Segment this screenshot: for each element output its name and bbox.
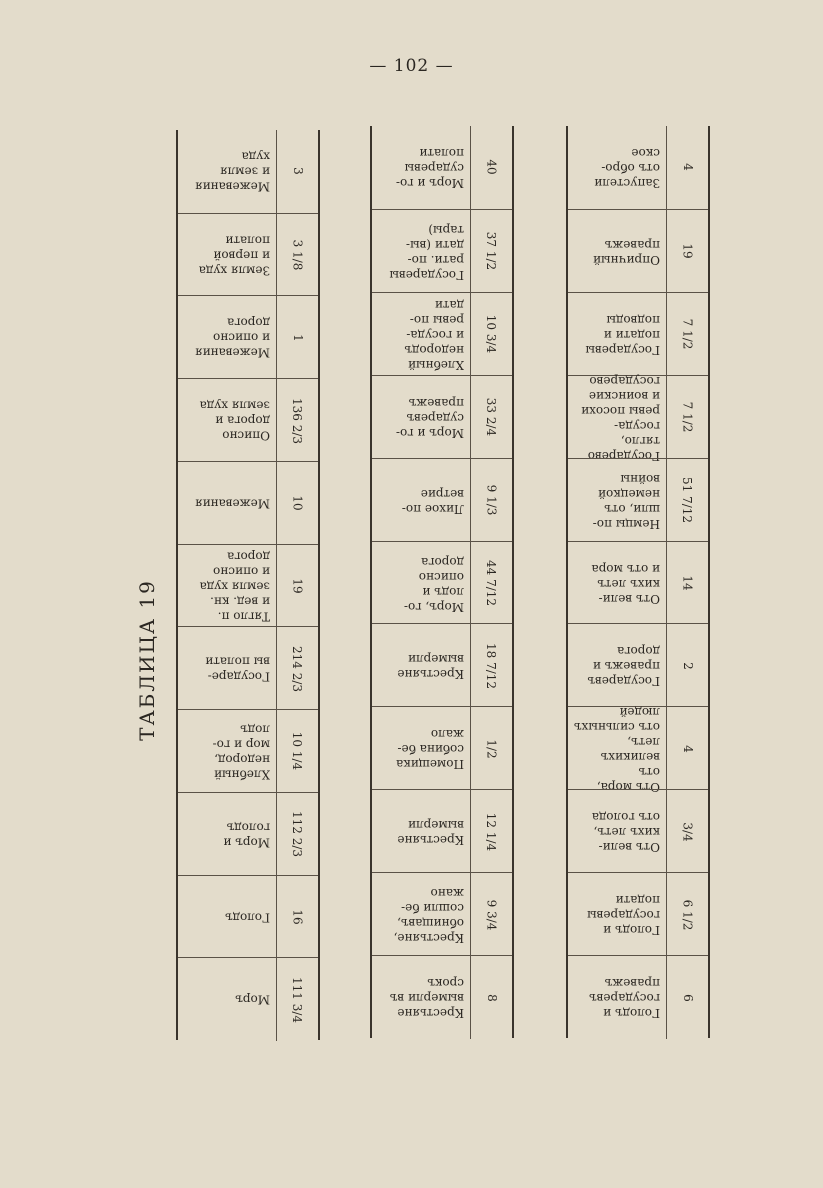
row-label [178,214,274,297]
row-label-line: мор и го- [212,737,270,752]
row-label-line: голодъ [226,820,270,835]
row-label-line: Описно [222,429,270,444]
row-label-line: Запустели [594,175,660,190]
row-label-line: правежъ [604,237,660,252]
row-label [372,624,468,707]
row-value: 44 7/12 [484,559,499,606]
row-label-line: ревы по- [409,312,464,327]
row-value: 136 2/3 [290,397,305,444]
row-label-line: Опричный [593,252,660,267]
table-column-3 [566,126,710,1038]
row-value: 16 [290,909,305,925]
row-value: 12 1/4 [484,812,499,851]
row-value-cell [470,707,512,790]
row-label-line: рати. по- [407,252,464,267]
row-label [568,293,664,376]
row-label [568,373,664,463]
row-label-line: недород, [214,752,270,767]
row-value: 3 1/8 [290,239,305,271]
row-label-line: Голодъ и [603,1006,660,1021]
row-label-line: дати [434,297,464,312]
row-value-cell [276,710,318,793]
row-value: 19 [680,243,695,259]
row-label-line: кихъ летъ [597,576,660,591]
table-row [372,292,512,376]
row-label-line: срокъ [427,976,464,991]
row-value: 14 [680,575,695,591]
row-label-line: людей [619,704,660,719]
row-label-line: Крестьяне [397,666,464,681]
row-label-line: земля худа [199,579,270,594]
table-row [372,789,512,873]
row-label [372,126,468,209]
row-label-line: подати [615,893,660,908]
row-label [372,210,468,293]
row-label-line: кихъ летъ, [593,825,660,840]
row-label-line: полати [419,145,464,160]
row-label-line: отъ сильныхъ [573,719,660,734]
table-row [372,458,512,542]
table-row [568,789,708,873]
row-value: 214 2/3 [290,645,305,692]
row-label [372,707,468,790]
row-label [178,710,274,793]
row-label-line: Моръ и [223,835,270,850]
row-value-cell [666,624,708,707]
row-value: 6 [680,993,695,1002]
row-label-line: собина бе- [397,742,464,757]
row-value-cell [276,462,318,545]
row-value-cell [470,624,512,707]
row-value-cell [666,790,708,873]
row-label [178,379,274,462]
row-value-cell [666,376,708,459]
row-label-line: Крестьяне [397,1006,464,1021]
row-value-cell [276,379,318,462]
row-label [178,462,274,545]
row-value-cell [470,293,512,376]
table-row [568,623,708,707]
row-label-line: Межевания [194,496,270,511]
row-value: 3/4 [680,822,695,842]
table-row [178,461,318,545]
row-label-line: Крестьяне, [393,930,464,945]
row-label [568,542,664,625]
row-label [178,876,274,959]
row-label-line: сударевы [404,160,464,175]
row-label-line: дати (вы- [405,237,464,252]
row-label-line: отъ голода [591,810,660,825]
row-label-line: лодъ [240,722,270,737]
table-row [178,130,318,213]
row-label [178,958,274,1041]
row-value-cell [666,293,708,376]
table-row [372,126,512,209]
row-value-cell [470,459,512,542]
table-row [568,872,708,956]
row-value-cell [666,956,708,1039]
row-value: 33 2/4 [484,397,499,437]
table-row [178,213,318,297]
table-row [568,704,708,794]
row-value: 37 1/2 [484,232,499,271]
row-value-cell [470,376,512,459]
row-value-cell [666,210,708,293]
table-row [568,126,708,209]
table-row [178,709,318,793]
row-value: 40 [484,159,499,176]
table-row [178,295,318,379]
row-value-cell [276,130,318,213]
row-value: 10 [290,495,305,511]
table-row [372,541,512,625]
row-label [372,790,468,873]
row-label-line: Отъ мора, отъ [596,764,660,794]
row-label [178,793,274,876]
row-label [178,627,274,710]
table-row [372,623,512,707]
row-label [372,459,468,542]
row-label-line: правежъ [604,976,660,991]
row-value: 6 1/2 [680,899,695,931]
table-row [372,955,512,1039]
table-row [178,957,318,1041]
table-row [178,378,318,462]
row-value: 4 [680,163,695,172]
row-label-line: тягло, госуда- [614,418,660,448]
row-label-line: государевъ [588,991,660,1006]
table-row [372,209,512,293]
row-label-line: Межевания [194,346,270,361]
row-label [568,459,664,542]
row-label-line: Лихое по- [401,501,464,516]
row-label-line: дорога и [215,414,270,429]
table-row [178,792,318,876]
row-label [568,624,664,707]
row-label [568,956,664,1039]
row-value: 7 1/2 [680,401,695,433]
row-label-line: государевы [587,908,660,923]
row-label-line: тары) [428,222,464,237]
row-label [372,376,468,459]
row-label-line: вымерли [407,817,464,832]
row-value-cell [470,790,512,873]
row-label-line: правежъ [408,395,464,410]
row-value-cell [666,126,708,209]
row-value-cell [470,542,512,625]
table-row [372,872,512,956]
row-label-line: обнищавъ, [397,915,464,930]
row-label-line: подводы [606,312,660,327]
row-label-line: немецкой [598,486,660,501]
row-label-line: описно [418,568,464,583]
row-label-line: полати [225,233,270,248]
row-value: 1 [290,333,305,342]
row-label-line: Крестьяне [397,832,464,847]
row-value: 8 [484,993,499,1002]
row-value: 10 3/4 [484,315,499,354]
row-value-cell [470,873,512,956]
row-label-line: вы полати [205,654,270,669]
row-label-line: и госуда- [406,327,464,342]
row-label-line: вымерли въ [389,991,464,1006]
row-label-line: Голодъ [224,910,270,925]
row-label-line: сошли бе- [401,900,464,915]
row-label [372,956,468,1039]
row-label-line: войны [620,471,660,486]
row-label [372,873,468,956]
row-label-line: и земля [220,164,270,179]
row-label-line: жано [430,885,464,900]
row-label-line: жало [430,727,464,742]
row-label-line: ревы посохи [581,403,660,418]
row-label-line: недородъ [404,342,464,357]
table-row [568,292,708,376]
row-value: 1/2 [484,739,499,759]
row-label [568,790,664,873]
row-value-cell [470,210,512,293]
row-label-line: и описно [213,331,270,346]
row-label-line: Помещика [396,757,464,772]
row-label-line: дорога [421,553,464,568]
row-label-line: Государево [587,448,660,463]
row-label-line: Государевы [389,267,464,282]
row-value-cell [276,876,318,959]
row-value: 9 3/4 [484,899,499,931]
row-label-line: лодъ и [422,583,464,598]
row-label-line: дорога [617,644,660,659]
row-value-cell [666,873,708,956]
table-row [178,544,318,628]
row-value: 112 2/3 [290,811,305,858]
table-column-2 [370,126,514,1038]
row-value-cell [276,627,318,710]
table-row [178,875,318,959]
table-row [568,458,708,542]
row-label-line: и отъ мора [591,561,660,576]
row-label [568,704,664,794]
row-label-line: и описно [213,564,270,579]
row-label-line: отъ обро- [601,160,660,175]
row-label-line: Моръ [235,993,270,1008]
row-label-line: Отъ вели- [598,591,660,606]
row-label-line: великихъ летъ, [600,734,660,764]
row-label-line: Моръ, го- [403,598,464,613]
row-label-line: Земля худа [198,263,270,278]
row-label [178,545,274,628]
row-value-cell [666,707,708,790]
row-label [568,126,664,209]
row-label-line: ское [631,145,660,160]
table-column-1 [176,130,320,1040]
table-row [568,541,708,625]
row-label-line: и воинские [588,388,660,403]
row-value: 51 7/12 [680,477,695,524]
row-value-cell [276,214,318,297]
row-label-line: земля худа [199,399,270,414]
row-value-cell [276,296,318,379]
table-title: ТАБЛИЦА 19 [135,579,159,741]
table-row [372,375,512,459]
row-label-line: Государевы [585,342,660,357]
row-label-line: Государевъ [587,674,660,689]
row-value-cell [666,459,708,542]
row-label-line: Хлебный [407,357,464,372]
row-label-line: ветрие [420,486,464,501]
row-label [178,296,274,379]
row-label [372,293,468,376]
table-caption [122,579,172,741]
row-value-cell [276,958,318,1041]
row-label-line: Немцы по- [592,516,660,531]
row-label-line: и вед. кн. [210,594,270,609]
row-value: 3 [290,167,305,176]
row-value: 10 1/4 [290,732,305,771]
table-row [568,209,708,293]
table-row [568,373,708,463]
row-value-cell [666,542,708,625]
row-value-cell [470,126,512,209]
row-label [178,130,274,213]
row-value-cell [470,956,512,1039]
row-label [568,210,664,293]
row-value-cell [276,793,318,876]
row-label-line: Моръ и го- [395,175,464,190]
row-label-line: Хлебный [213,767,270,782]
row-label-line: вымерли [407,651,464,666]
row-label-line: подати и [603,327,660,342]
row-label-line: Отъ вели- [598,840,660,855]
row-label-line: Голодъ и [603,923,660,938]
row-label-line: худа [241,149,270,164]
row-label-line: государево [589,373,660,388]
row-label-line: дорога [227,316,270,331]
page-number: — 102 — [369,56,454,76]
row-label-line: дорога [227,549,270,564]
table-row [178,626,318,710]
row-label-line: сударевъ [406,410,464,425]
row-value: 19 [290,578,305,594]
row-label-line: шли, отъ [604,501,660,516]
row-value: 2 [680,662,695,670]
row-label-line: Межевания [194,179,270,194]
row-value: 7 1/2 [680,318,695,350]
row-value: 9 1/3 [484,484,499,516]
row-label-line: правежъ и [592,659,660,674]
row-label-line: Тягло п. [217,609,270,624]
row-value: 111 3/4 [290,976,305,1023]
row-label [372,542,468,625]
table-row [568,955,708,1039]
row-value: 18 7/12 [484,642,499,689]
row-label-line: Моръ и го- [395,425,464,440]
row-label [568,873,664,956]
row-value: 4 [680,744,695,753]
row-label-line: и первой [213,248,270,263]
row-label-line: Государе- [207,669,270,684]
row-value-cell [276,545,318,628]
table-row [372,706,512,790]
